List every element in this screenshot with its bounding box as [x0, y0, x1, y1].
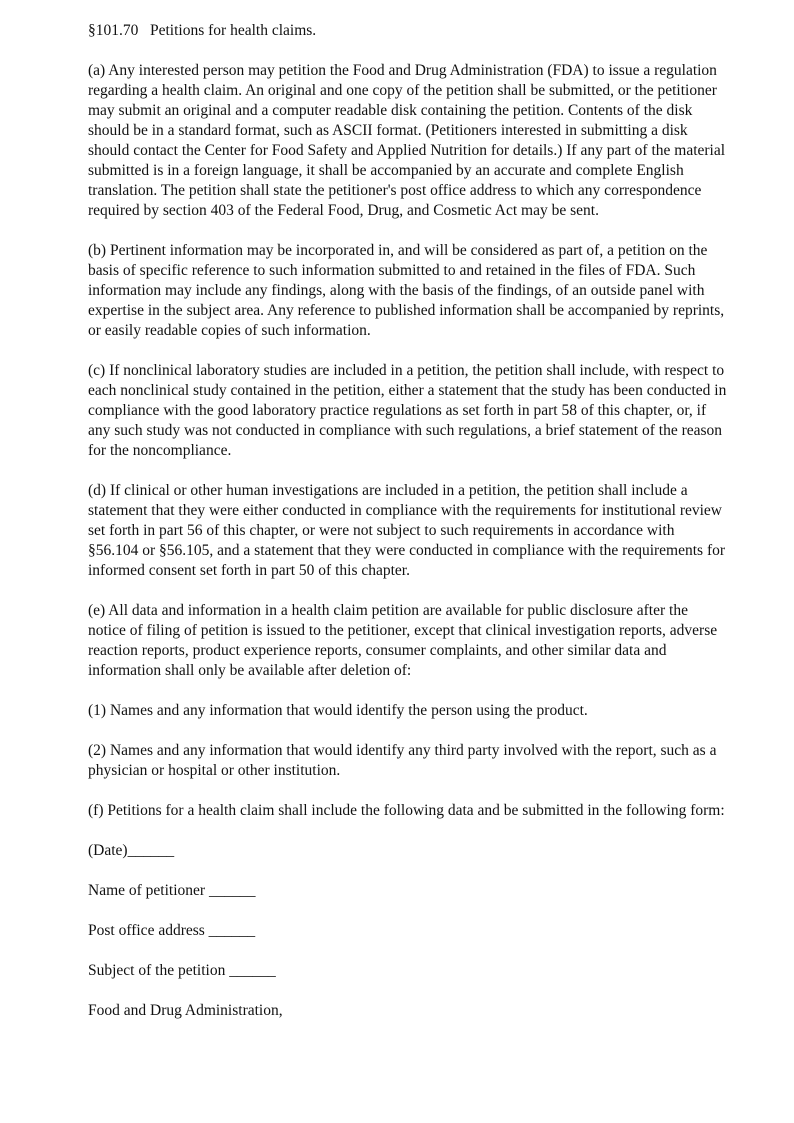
paragraph-c: (c) If nonclinical laboratory studies are included in a petition, the petition shall include, with respect to each nonclinical study contained in the petition, either a statement that the study has been conducted in compliance with the good laboratory practice regulations as set forth in part 58 of this chapter, or, if any such study was not conducted in compliance with such regulations, a brief statement of the reason for the noncompliance. — [88, 362, 727, 459]
paragraph-a: (a) Any interested person may petition the Food and Drug Administration (FDA) to issue a regulation regarding a health claim. An original and one copy of the petition shall be submitted, or the petitioner may submit an original and a computer readable disk containing the petition. Contents of the disk should be in a standard format, such as ASCII format. (Petitioners interested in submitting a disk should contact the Center for Food Safety and Applied Nutrition for details.) If any part of the material submitted is in a foreign language, it shall be accompanied by an accurate and complete English translation. The petition shall state the petitioner's post office address to which any correspondence required by section 403 of the Federal Food, Drug, and Cosmetic Act may be sent. — [88, 62, 726, 219]
paragraph-e-2: (2) Names and any information that would identify any third party involved with the report, such as a physician or hospital or other institution. — [88, 742, 717, 779]
form-line-post-office-address: Post office address ______ — [88, 922, 256, 939]
paragraph-f: (f) Petitions for a health claim shall include the following data and be submitted in the following form: — [88, 802, 725, 819]
form-line-addressee: Food and Drug Administration, — [88, 1002, 283, 1019]
form-line-date: (Date)______ — [88, 842, 175, 859]
paragraph-e-1: (1) Names and any information that would identify the person using the product. — [88, 702, 588, 719]
paragraph-e: (e) All data and information in a health claim petition are available for public disclosure after the notice of filing of petition is issued to the petitioner, except that clinical investigation reports, adverse reaction reports, product experience reports, consumer complaints, and other similar data and information shall only be available after deletion of: — [88, 602, 718, 679]
section-heading: §101.70 Petitions for health claims. — [88, 22, 317, 39]
form-line-subject-of-petition: Subject of the petition ______ — [88, 962, 276, 979]
paragraph-b: (b) Pertinent information may be incorporated in, and will be considered as part of, a petition on the basis of specific reference to such information submitted to and retained in the files of FDA. Such information may include any findings, along with the basis of the findings, of an outside panel with expertise in the subject area. Any reference to published information shall be accompanied by reprints, or easily readable copies of such information. — [88, 242, 725, 339]
form-line-name-of-petitioner: Name of petitioner ______ — [88, 882, 256, 899]
paragraph-d: (d) If clinical or other human investigations are included in a petition, the petition shall include a statement that they were either conducted in compliance with the requirements for institutional review set forth in part 56 of this chapter, or were not subject to such requirements in accordance with §56.104 or §56.105, and a statement that they were conducted in compliance with the requirements for informed consent set forth in part 50 of this chapter. — [88, 482, 726, 579]
document-page — [88, 21, 728, 1021]
